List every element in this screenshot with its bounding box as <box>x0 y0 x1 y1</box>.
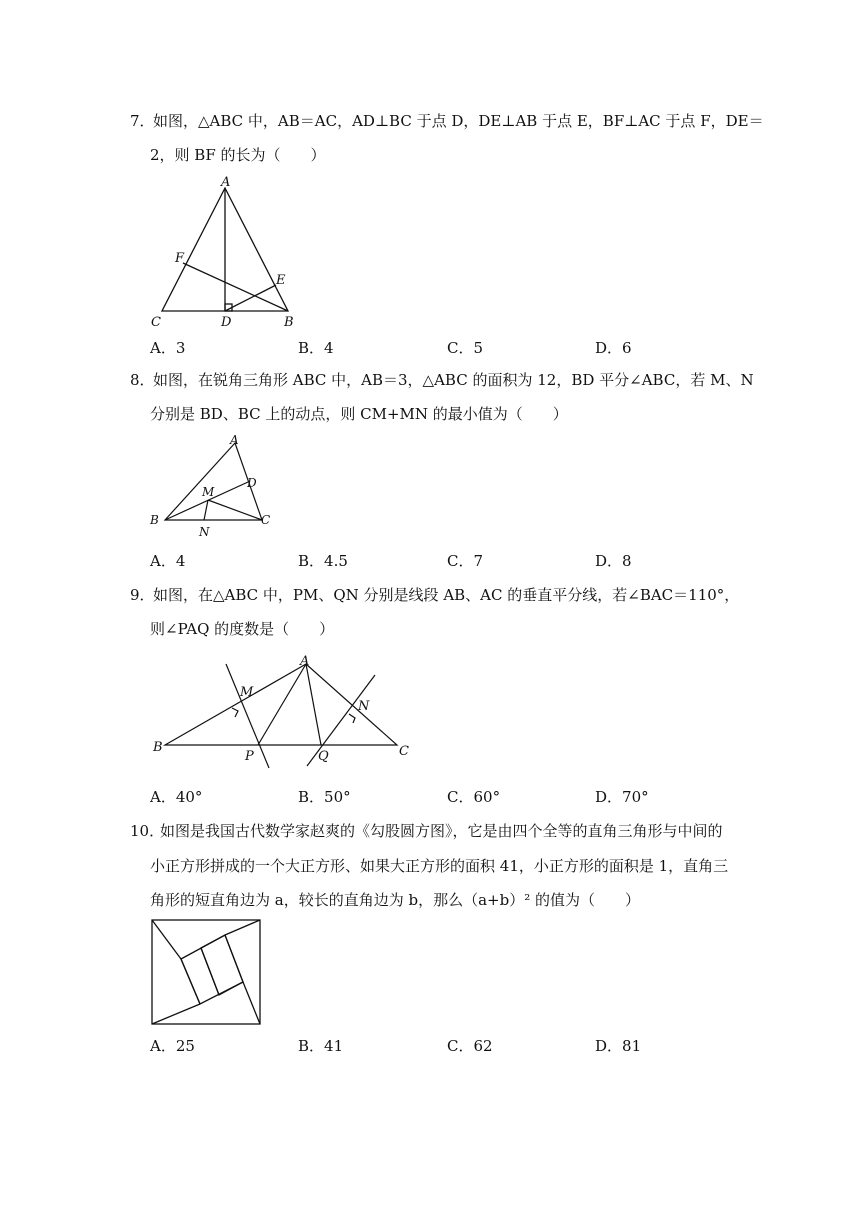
label-c: C <box>151 315 161 330</box>
option-b[interactable]: B．4 <box>298 339 334 357</box>
label-c: C <box>261 513 271 527</box>
label-a: A <box>230 433 239 447</box>
label-b: B <box>150 513 159 527</box>
label-m: M <box>240 685 254 700</box>
option-a[interactable]: A．3 <box>150 339 186 357</box>
question-text-line: 小正方形拼成的一个大正方形、如果大正方形的面积 41，小正方形的面积是 1，直角三 <box>150 857 729 875</box>
option-c[interactable]: C．60° <box>447 788 501 806</box>
question-text-line: 角形的短直角边为 a，较长的直角边为 b，那么（a+b）² 的值为（ ） <box>150 891 640 909</box>
label-n: N <box>358 699 370 714</box>
label-m: M <box>202 485 215 499</box>
label-a: A <box>300 654 310 669</box>
label-d: D <box>247 476 257 490</box>
question-number: 9． <box>130 586 155 604</box>
question-text-line: 如图，在△ABC 中，PM、QN 分别是线段 AB、AC 的垂直平分线，若∠BAC＝110°， <box>153 586 740 604</box>
label-c: C <box>399 744 409 759</box>
question-number: 8． <box>130 371 155 389</box>
label-n: N <box>199 525 210 539</box>
option-d[interactable]: D．8 <box>595 552 632 570</box>
option-b[interactable]: B．41 <box>298 1037 344 1055</box>
question-number: 10． <box>130 822 165 840</box>
option-a[interactable]: A．25 <box>150 1037 195 1055</box>
question-text-line: 分别是 BD、BC 上的动点，则 CM+MN 的最小值为（ ） <box>150 405 568 423</box>
label-b: B <box>153 740 163 755</box>
label-p: P <box>245 749 254 764</box>
option-b[interactable]: B．50° <box>298 788 351 806</box>
option-a[interactable]: A．40° <box>150 788 203 806</box>
question-text-line: 如图是我国古代数学家赵爽的《勾股圆方图》，它是由四个全等的直角三角形与中间的 <box>160 822 723 840</box>
figure-triangle-abc <box>145 170 305 330</box>
figure-acute-triangle <box>140 430 280 542</box>
option-d[interactable]: D．70° <box>595 788 649 806</box>
label-a: A <box>221 175 231 190</box>
option-d[interactable]: D．81 <box>595 1037 642 1055</box>
figure-zhao-shuang-square <box>148 915 264 1027</box>
option-b[interactable]: B．4.5 <box>298 552 348 570</box>
label-d: D <box>221 315 232 330</box>
question-text-line: 则∠PAQ 的度数是（ ） <box>150 620 335 638</box>
question-text-line: 如图，在锐角三角形 ABC 中，AB＝3，△ABC 的面积为 12，BD 平分∠ABC，若 M、N <box>153 371 754 389</box>
question-number: 7． <box>130 112 155 130</box>
label-b: B <box>284 315 294 330</box>
option-a[interactable]: A．4 <box>150 552 186 570</box>
label-q: Q <box>318 749 329 764</box>
option-c[interactable]: C．62 <box>447 1037 493 1055</box>
question-text-line: 2，则 BF 的长为（ ） <box>150 146 326 164</box>
figure-perpendicular-bisectors <box>145 648 425 774</box>
option-c[interactable]: C．7 <box>447 552 484 570</box>
option-d[interactable]: D．6 <box>595 339 632 357</box>
label-e: E <box>276 273 286 288</box>
question-text-line: 如图，△ABC 中，AB＝AC，AD⊥BC 于点 D，DE⊥AB 于点 E，BF⊥AC 于点 F，DE＝ <box>153 112 764 130</box>
label-f: F <box>175 251 185 266</box>
option-c[interactable]: C．5 <box>447 339 484 357</box>
